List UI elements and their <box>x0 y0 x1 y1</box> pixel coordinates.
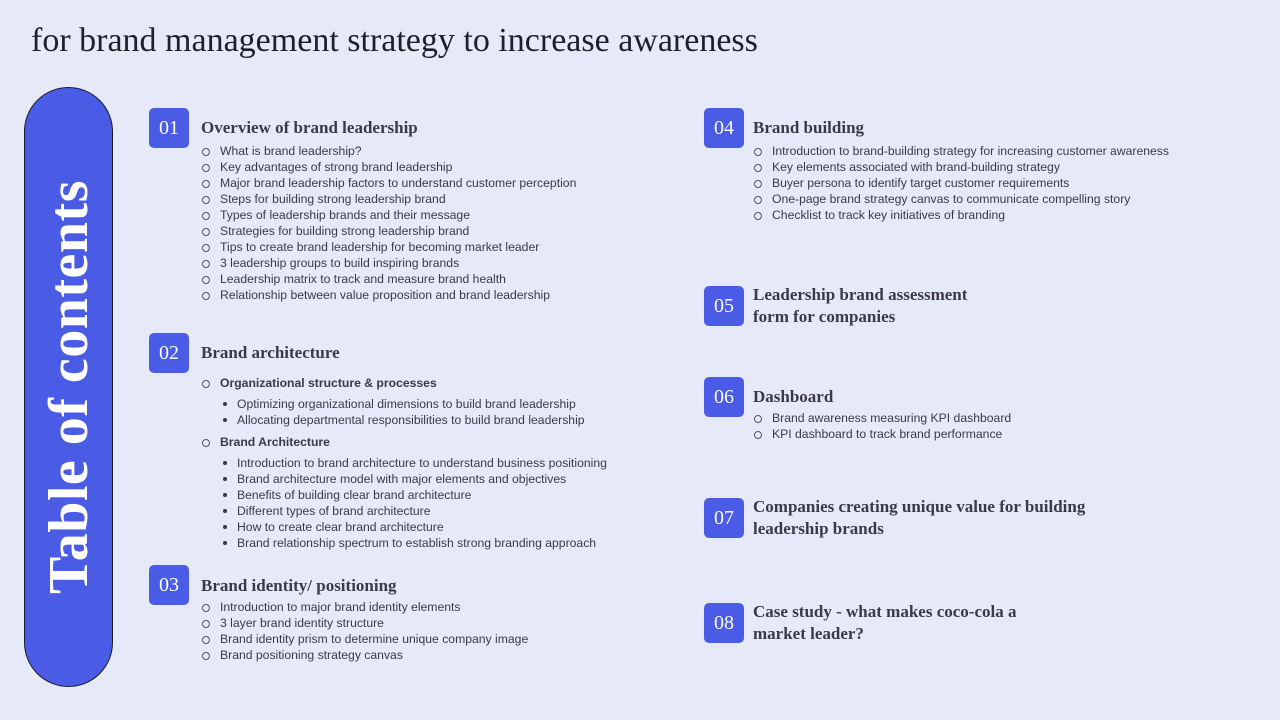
list-item: One-page brand strategy canvas to communicate compelling story <box>753 191 1169 207</box>
table-of-contents-label: Table of contents <box>37 179 100 595</box>
section-number-badge: 06 <box>704 377 744 417</box>
sub-items <box>220 455 607 551</box>
sub-heading-organizational-structure: Organizational structure & processes <box>201 375 437 391</box>
section-items <box>753 410 1011 442</box>
list-item: Brand awareness measuring KPI dashboard <box>753 410 1011 426</box>
list-item: Leadership matrix to track and measure brand health <box>201 271 576 287</box>
section-number-badge: 02 <box>149 333 189 373</box>
list-item: Brand architecture model with major elements and objectives <box>220 471 607 487</box>
list-item: Brand relationship spectrum to establish strong branding approach <box>220 535 607 551</box>
list-item: Major brand leadership factors to understand customer perception <box>201 175 576 191</box>
section-number-badge: 07 <box>704 498 744 538</box>
section-number-badge: 04 <box>704 108 744 148</box>
section-items <box>201 143 576 303</box>
list-item: Strategies for building strong leadership brand <box>201 223 576 239</box>
list-item: Introduction to major brand identity elements <box>201 599 528 615</box>
list-item: Key elements associated with brand-building strategy <box>753 159 1169 175</box>
section-title: Brand identity/ positioning <box>201 576 397 595</box>
list-item: Different types of brand architecture <box>220 503 607 519</box>
list-item: Types of leadership brands and their message <box>201 207 576 223</box>
section-title-line: market leader? <box>753 624 864 643</box>
section-title: Overview of brand leadership <box>201 118 418 137</box>
section-number-badge: 01 <box>149 108 189 148</box>
section-title <box>753 601 1016 645</box>
list-item: Checklist to track key initiatives of branding <box>753 207 1169 223</box>
list-item: Optimizing organizational dimensions to build brand leadership <box>220 396 585 412</box>
list-item: Steps for building strong leadership brand <box>201 191 576 207</box>
section-title-line: leadership brands <box>753 519 884 538</box>
list-item: 3 layer brand identity structure <box>201 615 528 631</box>
table-of-contents-banner <box>24 87 113 687</box>
list-item: Introduction to brand architecture to understand business positioning <box>220 455 607 471</box>
list-item: Tips to create brand leadership for becoming market leader <box>201 239 576 255</box>
list-item: KPI dashboard to track brand performance <box>753 426 1011 442</box>
section-items <box>753 143 1169 223</box>
section-title-line: Leadership brand assessment <box>753 285 968 304</box>
section-title: Brand architecture <box>201 343 340 362</box>
section-number-badge: 08 <box>704 603 744 643</box>
sub-items <box>220 396 585 428</box>
list-item: Allocating departmental responsibilities to build brand leadership <box>220 412 585 428</box>
section-title-line: Case study - what makes coco-cola a <box>753 602 1017 621</box>
section-title-line: Companies creating unique value for building <box>753 497 1086 516</box>
list-item: How to create clear brand architecture <box>220 519 607 535</box>
list-item: 3 leadership groups to build inspiring brands <box>201 255 576 271</box>
list-item: Relationship between value proposition and brand leadership <box>201 287 576 303</box>
section-title: Brand building <box>753 118 865 137</box>
sub-heading-brand-architecture: Brand Architecture <box>201 434 330 450</box>
section-title: Dashboard <box>753 387 834 406</box>
list-item: Brand positioning strategy canvas <box>201 647 528 663</box>
list-item: Brand identity prism to determine unique company image <box>201 631 528 647</box>
section-number-badge: 03 <box>149 565 189 605</box>
list-item: Introduction to brand-building strategy for increasing customer awareness <box>753 143 1169 159</box>
list-item: Buyer persona to identify target customer requirements <box>753 175 1169 191</box>
list-item: Benefits of building clear brand architecture <box>220 487 607 503</box>
slide-title: for brand management strategy to increase awareness <box>31 22 758 59</box>
section-title <box>753 284 967 328</box>
section-title-line: form for companies <box>753 307 896 326</box>
section-number-badge: 05 <box>704 286 744 326</box>
section-title <box>753 496 1085 540</box>
list-item: Key advantages of strong brand leadership <box>201 159 576 175</box>
section-items <box>201 599 528 663</box>
list-item: What is brand leadership? <box>201 143 576 159</box>
